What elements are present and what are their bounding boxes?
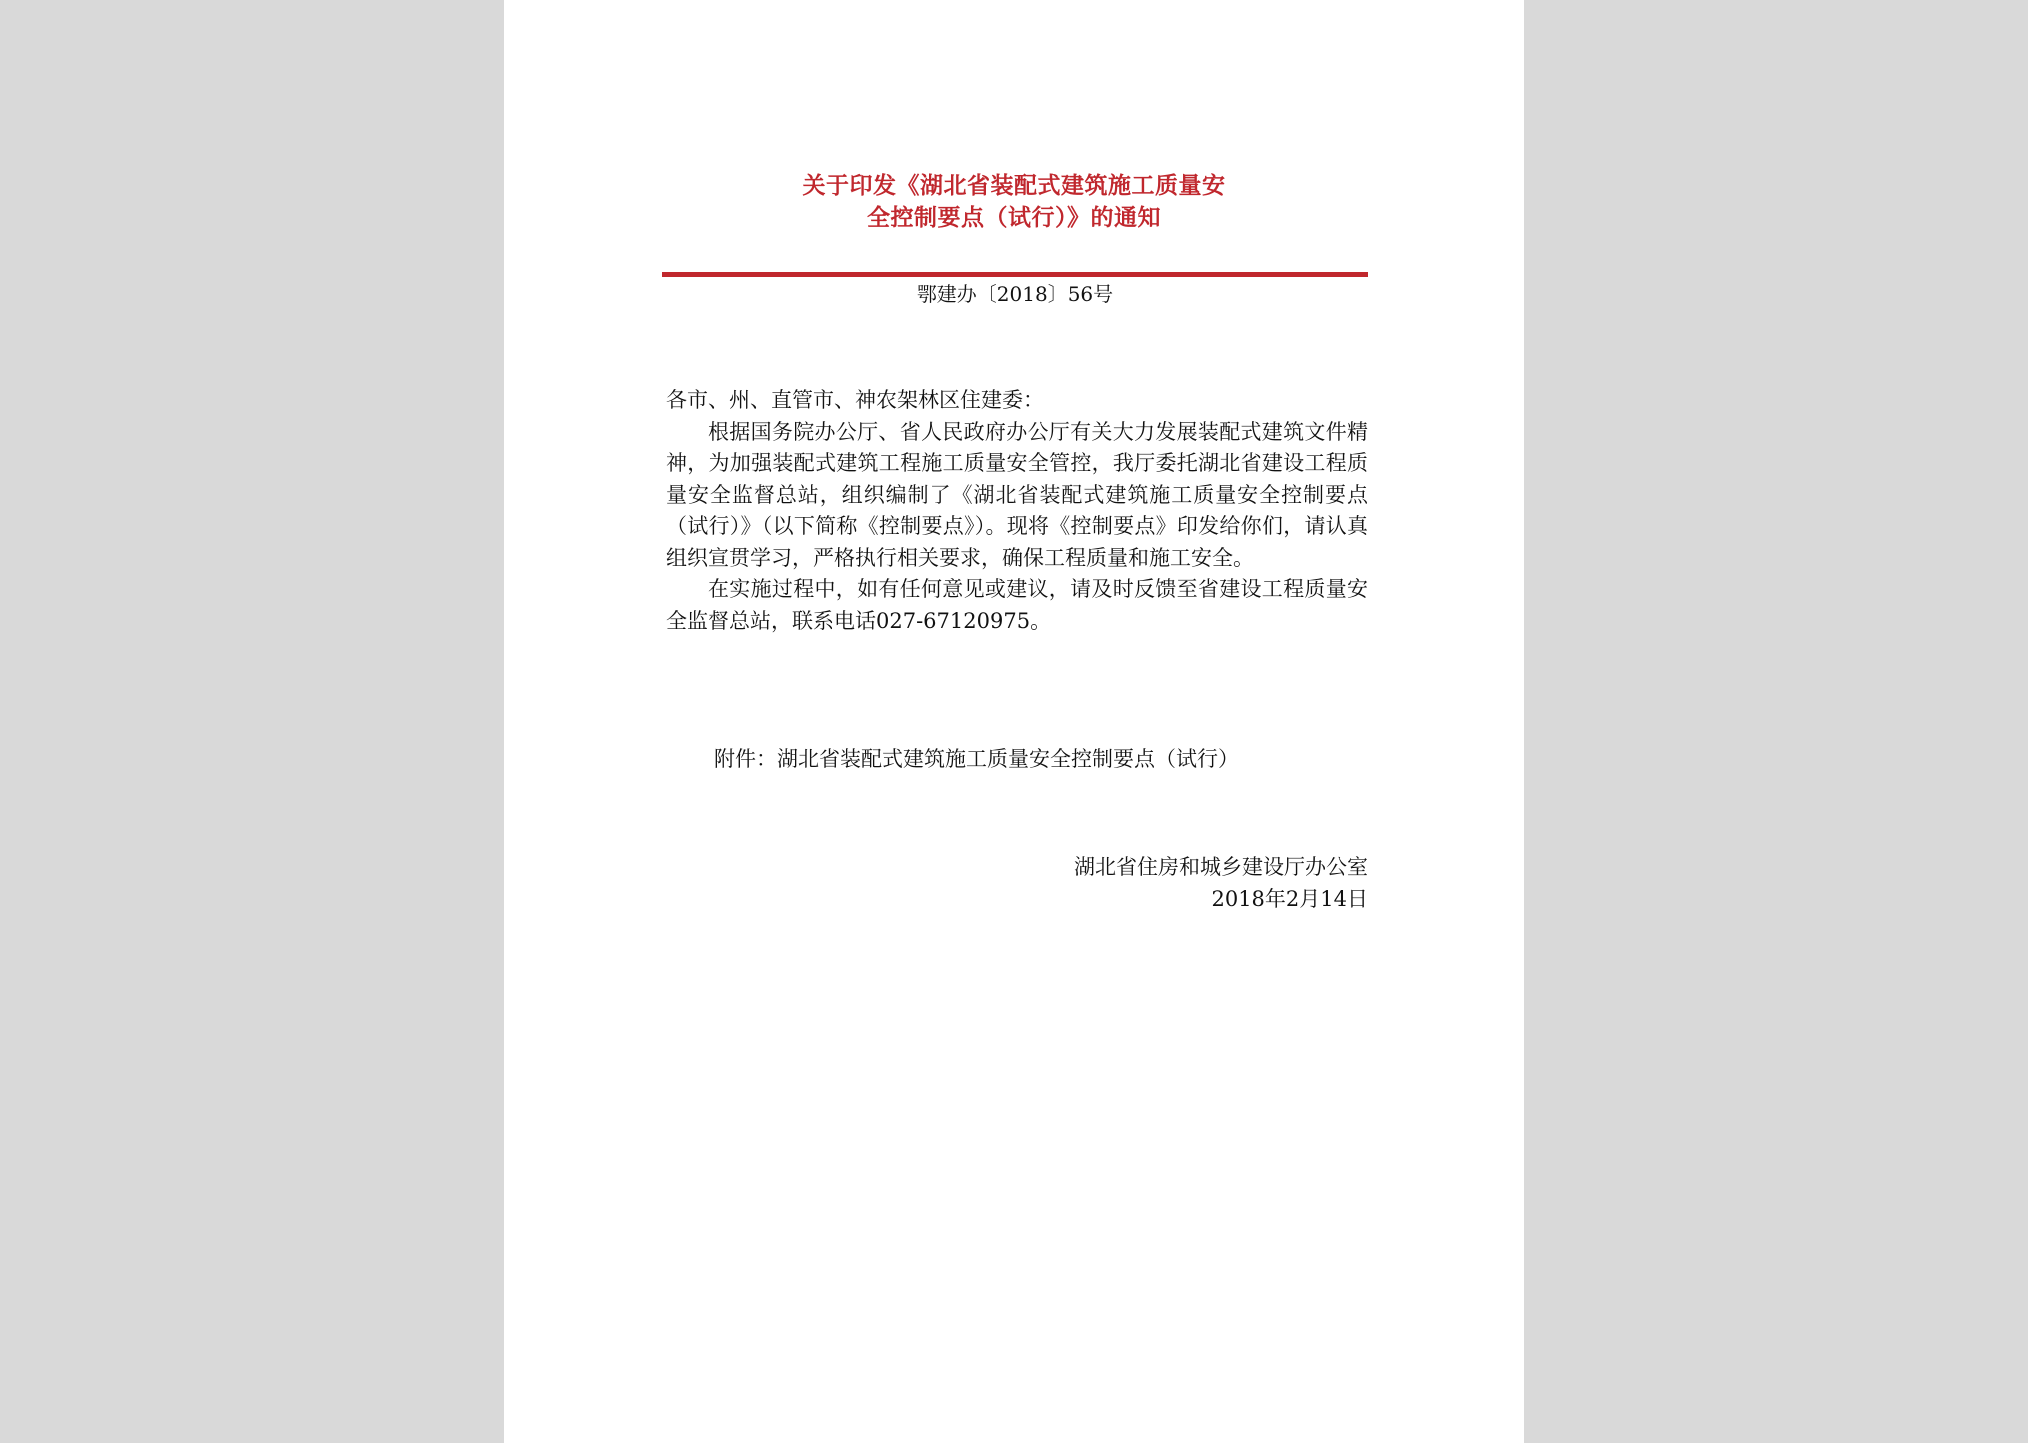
document-number: 鄂建办〔2018〕56号 <box>916 282 1114 306</box>
paragraph-2: 在实施过程中，如有任何意见或建议，请及时反馈至省建设工程质量安全监督总站，联系电话027-67120975。 <box>666 577 1368 633</box>
salutation: 各市、州、直管市、神农架林区住建委： <box>666 388 1044 412</box>
document-page <box>504 0 1524 1443</box>
title-line-2: 全控制要点（试行）》的通知 <box>867 204 1161 231</box>
document-title <box>664 170 1364 234</box>
paragraph-1: 根据国务院办公厅、省人民政府办公厅有关大力发展装配式建筑文件精神，为加强装配式建筑工程施工质量安全管控，我厅委托湖北省建设工程质量安全监督总站，组织编制了《湖北省装配式建筑施工质量安全控制要点（试行）》（以下简称《控制要点》）。现将《控制要点》印发给你们，请认真组织宣贯学习，严格执行相关要求，确保工程质量和施工安全。 <box>666 419 1368 570</box>
signature-block <box>1024 852 1368 915</box>
issuer-name: 湖北省住房和城乡建设厅办公室 <box>1074 855 1368 879</box>
attachment-line: 附件：湖北省装配式建筑施工质量安全控制要点（试行） <box>714 747 1239 771</box>
document-body <box>666 385 1368 637</box>
issue-date: 2018年2月14日 <box>1211 886 1368 911</box>
title-line-1: 关于印发《湖北省装配式建筑施工质量安 <box>802 172 1226 199</box>
red-divider-line <box>662 272 1368 277</box>
